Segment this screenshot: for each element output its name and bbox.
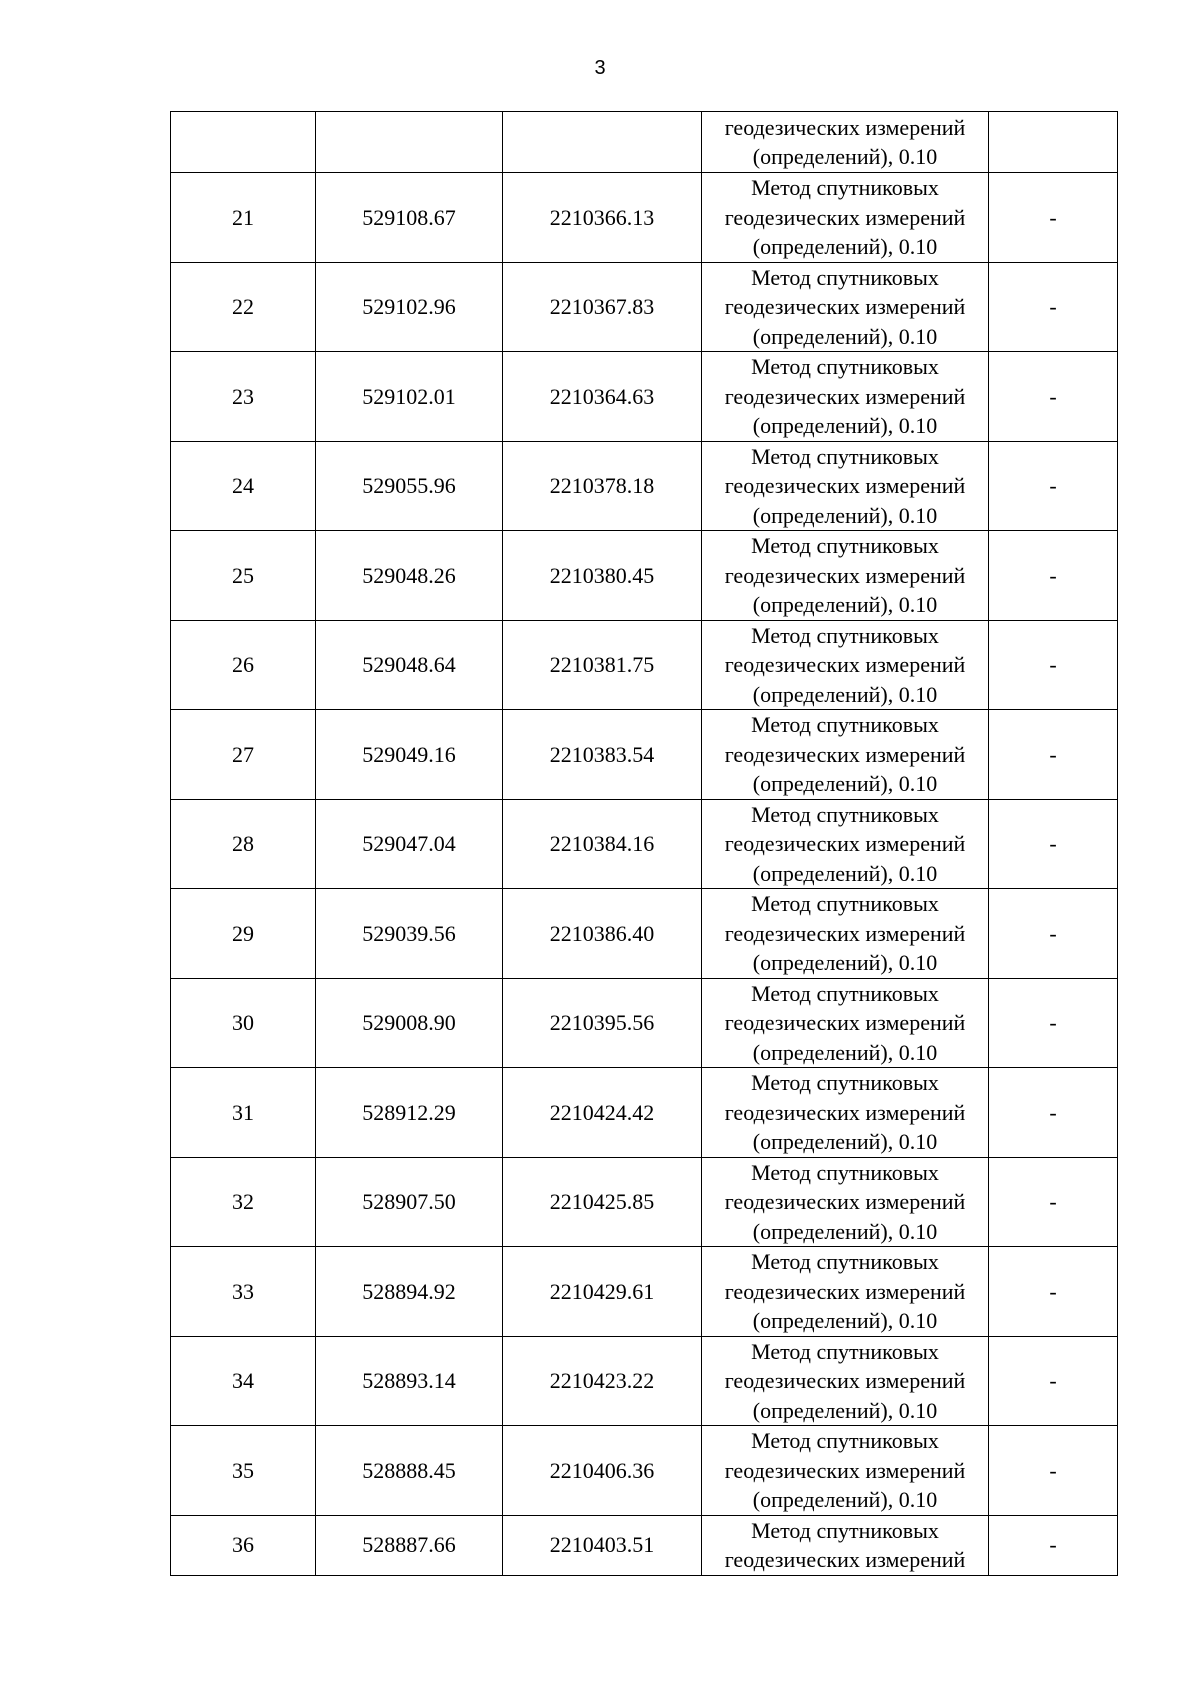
- method-line: Метод спутниковых: [751, 264, 939, 290]
- cell-method: [702, 531, 989, 621]
- method-line: геодезических измерений: [724, 1547, 966, 1572]
- cell-y: 2210384.16: [503, 799, 702, 889]
- cell-method: [702, 173, 989, 263]
- table-row: [171, 352, 1118, 442]
- cell-method: [702, 978, 989, 1068]
- method-line: Метод спутниковых: [751, 533, 939, 558]
- cell-note: -: [989, 1426, 1118, 1516]
- table-row: [171, 173, 1118, 263]
- cell-y: 2210425.85: [503, 1157, 702, 1247]
- coordinates-table-body: [171, 112, 1118, 1576]
- cell-y: 2210383.54: [503, 710, 702, 800]
- method-line: Метод спутниковых: [751, 443, 939, 469]
- table-row: [171, 1336, 1118, 1426]
- cell-x: 528887.66: [316, 1515, 503, 1575]
- cell-method: [702, 799, 989, 889]
- method-line: геодезических измерений: [724, 1278, 966, 1304]
- table-row: [171, 620, 1118, 710]
- method-line: (определений), 0.10: [752, 413, 938, 438]
- cell-x: 529049.16: [316, 710, 503, 800]
- method-line: (определений), 0.10: [752, 144, 938, 169]
- cell-note: -: [989, 441, 1118, 531]
- method-line: (определений), 0.10: [752, 592, 938, 617]
- cell-note: -: [989, 352, 1118, 442]
- cell-point-number: 27: [171, 710, 316, 800]
- cell-x: 529108.67: [316, 173, 503, 263]
- table-row-continuation: [171, 112, 1118, 173]
- method-line: геодезических измерений: [724, 831, 966, 856]
- cell-y: 2210364.63: [503, 352, 702, 442]
- table-row: [171, 1515, 1118, 1575]
- cell-x: 528912.29: [316, 1068, 503, 1158]
- page-number: 3: [594, 57, 606, 79]
- method-line: (определений), 0.10: [752, 1487, 938, 1512]
- method-line: Метод спутниковых: [751, 1338, 939, 1364]
- cell-method: [702, 1157, 989, 1247]
- coordinates-table: [170, 111, 1118, 1576]
- cell-method: [702, 441, 989, 531]
- method-line: (определений), 0.10: [752, 1039, 938, 1065]
- cell-note: -: [989, 1515, 1118, 1575]
- cell-note: -: [989, 1157, 1118, 1247]
- method-line: Метод спутниковых: [751, 175, 939, 200]
- cell-point-number: 21: [171, 173, 316, 263]
- cell-y: 2210386.40: [503, 889, 702, 979]
- cell-note: -: [989, 262, 1118, 352]
- cell-y: 2210395.56: [503, 978, 702, 1068]
- method-line: Метод спутниковых: [751, 801, 939, 827]
- cell-point-number: 30: [171, 978, 316, 1068]
- cell-x: 528894.92: [316, 1247, 503, 1337]
- method-line: Метод спутниковых: [751, 622, 939, 648]
- method-line: Метод спутниковых: [751, 1249, 939, 1274]
- cell-point-number: 22: [171, 262, 316, 352]
- cell-method: [702, 620, 989, 710]
- cell-method: [702, 262, 989, 352]
- table-row: [171, 441, 1118, 531]
- table-row: [171, 710, 1118, 800]
- method-line: (определений), 0.10: [752, 323, 938, 349]
- cell-y: 2210424.42: [503, 1068, 702, 1158]
- cell-x: 529055.96: [316, 441, 503, 531]
- cell-note: -: [989, 799, 1118, 889]
- cell-method: [702, 1336, 989, 1426]
- method-line: (определений), 0.10: [752, 681, 938, 707]
- method-line: (определений), 0.10: [752, 1129, 938, 1154]
- method-line: (определений), 0.10: [752, 860, 938, 886]
- method-line: геодезических измерений: [724, 1099, 966, 1125]
- method-line: геодезических измерений: [724, 294, 966, 319]
- cell-x: 529008.90: [316, 978, 503, 1068]
- method-line: геодезических измерений: [724, 114, 966, 140]
- table-row: [171, 262, 1118, 352]
- cell-note: -: [989, 889, 1118, 979]
- method-line: Метод спутниковых: [751, 1428, 939, 1453]
- cell-y: 2210403.51: [503, 1515, 702, 1575]
- cell-note: -: [989, 978, 1118, 1068]
- cell-x: 528907.50: [316, 1157, 503, 1247]
- cell-point-number: 26: [171, 620, 316, 710]
- method-line: (определений), 0.10: [752, 1397, 938, 1423]
- cell-point-number: 34: [171, 1336, 316, 1426]
- table-row: [171, 531, 1118, 621]
- cell-note: -: [989, 1068, 1118, 1158]
- table-row: [171, 799, 1118, 889]
- method-line: геодезических измерений: [724, 1189, 966, 1214]
- method-line: геодезических измерений: [724, 383, 966, 409]
- cell-y: [503, 112, 702, 173]
- method-line: геодезических измерений: [724, 920, 966, 946]
- table-row: [171, 1426, 1118, 1516]
- cell-method: [702, 710, 989, 800]
- method-line: геодезических измерений: [724, 204, 966, 230]
- table-row: [171, 1157, 1118, 1247]
- method-line: геодезических измерений: [724, 473, 966, 498]
- method-line: геодезических измерений: [724, 1368, 966, 1393]
- cell-method: [702, 112, 989, 173]
- cell-x: 529047.04: [316, 799, 503, 889]
- method-line: геодезических измерений: [724, 652, 966, 677]
- cell-x: 529102.96: [316, 262, 503, 352]
- table-row: [171, 978, 1118, 1068]
- method-line: Метод спутниковых: [751, 980, 939, 1006]
- cell-x: 529039.56: [316, 889, 503, 979]
- method-line: геодезических измерений: [724, 1457, 966, 1483]
- cell-point-number: 35: [171, 1426, 316, 1516]
- method-line: Метод спутниковых: [751, 712, 939, 737]
- cell-y: 2210423.22: [503, 1336, 702, 1426]
- cell-x: 529102.01: [316, 352, 503, 442]
- method-line: (определений), 0.10: [752, 950, 938, 975]
- cell-note: -: [989, 1247, 1118, 1337]
- cell-note: -: [989, 620, 1118, 710]
- cell-y: 2210381.75: [503, 620, 702, 710]
- cell-y: 2210366.13: [503, 173, 702, 263]
- table-row: [171, 1247, 1118, 1337]
- cell-method: [702, 1247, 989, 1337]
- cell-y: 2210380.45: [503, 531, 702, 621]
- cell-note: -: [989, 1336, 1118, 1426]
- method-line: (определений), 0.10: [752, 771, 938, 796]
- method-line: геодезических измерений: [724, 741, 966, 767]
- cell-method: [702, 889, 989, 979]
- cell-y: 2210429.61: [503, 1247, 702, 1337]
- cell-note: -: [989, 531, 1118, 621]
- cell-note: -: [989, 710, 1118, 800]
- cell-method: [702, 1515, 989, 1575]
- cell-method: [702, 1426, 989, 1516]
- method-line: Метод спутниковых: [751, 1159, 939, 1185]
- cell-method: [702, 352, 989, 442]
- table-row: [171, 889, 1118, 979]
- method-line: Метод спутниковых: [751, 354, 939, 379]
- cell-point-number: 36: [171, 1515, 316, 1575]
- cell-point-number: 31: [171, 1068, 316, 1158]
- cell-x: [316, 112, 503, 173]
- method-line: (определений), 0.10: [752, 1218, 938, 1244]
- cell-point-number: 28: [171, 799, 316, 889]
- cell-point-number: 32: [171, 1157, 316, 1247]
- method-line: геодезических измерений: [724, 1010, 966, 1035]
- cell-method: [702, 1068, 989, 1158]
- table-row: [171, 1068, 1118, 1158]
- method-line: Метод спутниковых: [751, 891, 939, 916]
- cell-y: 2210406.36: [503, 1426, 702, 1516]
- cell-x: 529048.26: [316, 531, 503, 621]
- cell-x: 528893.14: [316, 1336, 503, 1426]
- cell-point-number: 29: [171, 889, 316, 979]
- cell-x: 528888.45: [316, 1426, 503, 1516]
- cell-y: 2210378.18: [503, 441, 702, 531]
- method-line: Метод спутниковых: [751, 1070, 939, 1095]
- method-line: геодезических измерений: [724, 562, 966, 588]
- cell-y: 2210367.83: [503, 262, 702, 352]
- cell-x: 529048.64: [316, 620, 503, 710]
- method-line: (определений), 0.10: [752, 1308, 938, 1333]
- cell-point-number: 25: [171, 531, 316, 621]
- cell-point-number: 23: [171, 352, 316, 442]
- cell-note: [989, 112, 1118, 173]
- cell-note: -: [989, 173, 1118, 263]
- cell-point-number: [171, 112, 316, 173]
- method-line: Метод спутниковых: [751, 1517, 939, 1543]
- method-line: (определений), 0.10: [752, 502, 938, 528]
- cell-point-number: 33: [171, 1247, 316, 1337]
- method-line: (определений), 0.10: [752, 234, 938, 259]
- cell-point-number: 24: [171, 441, 316, 531]
